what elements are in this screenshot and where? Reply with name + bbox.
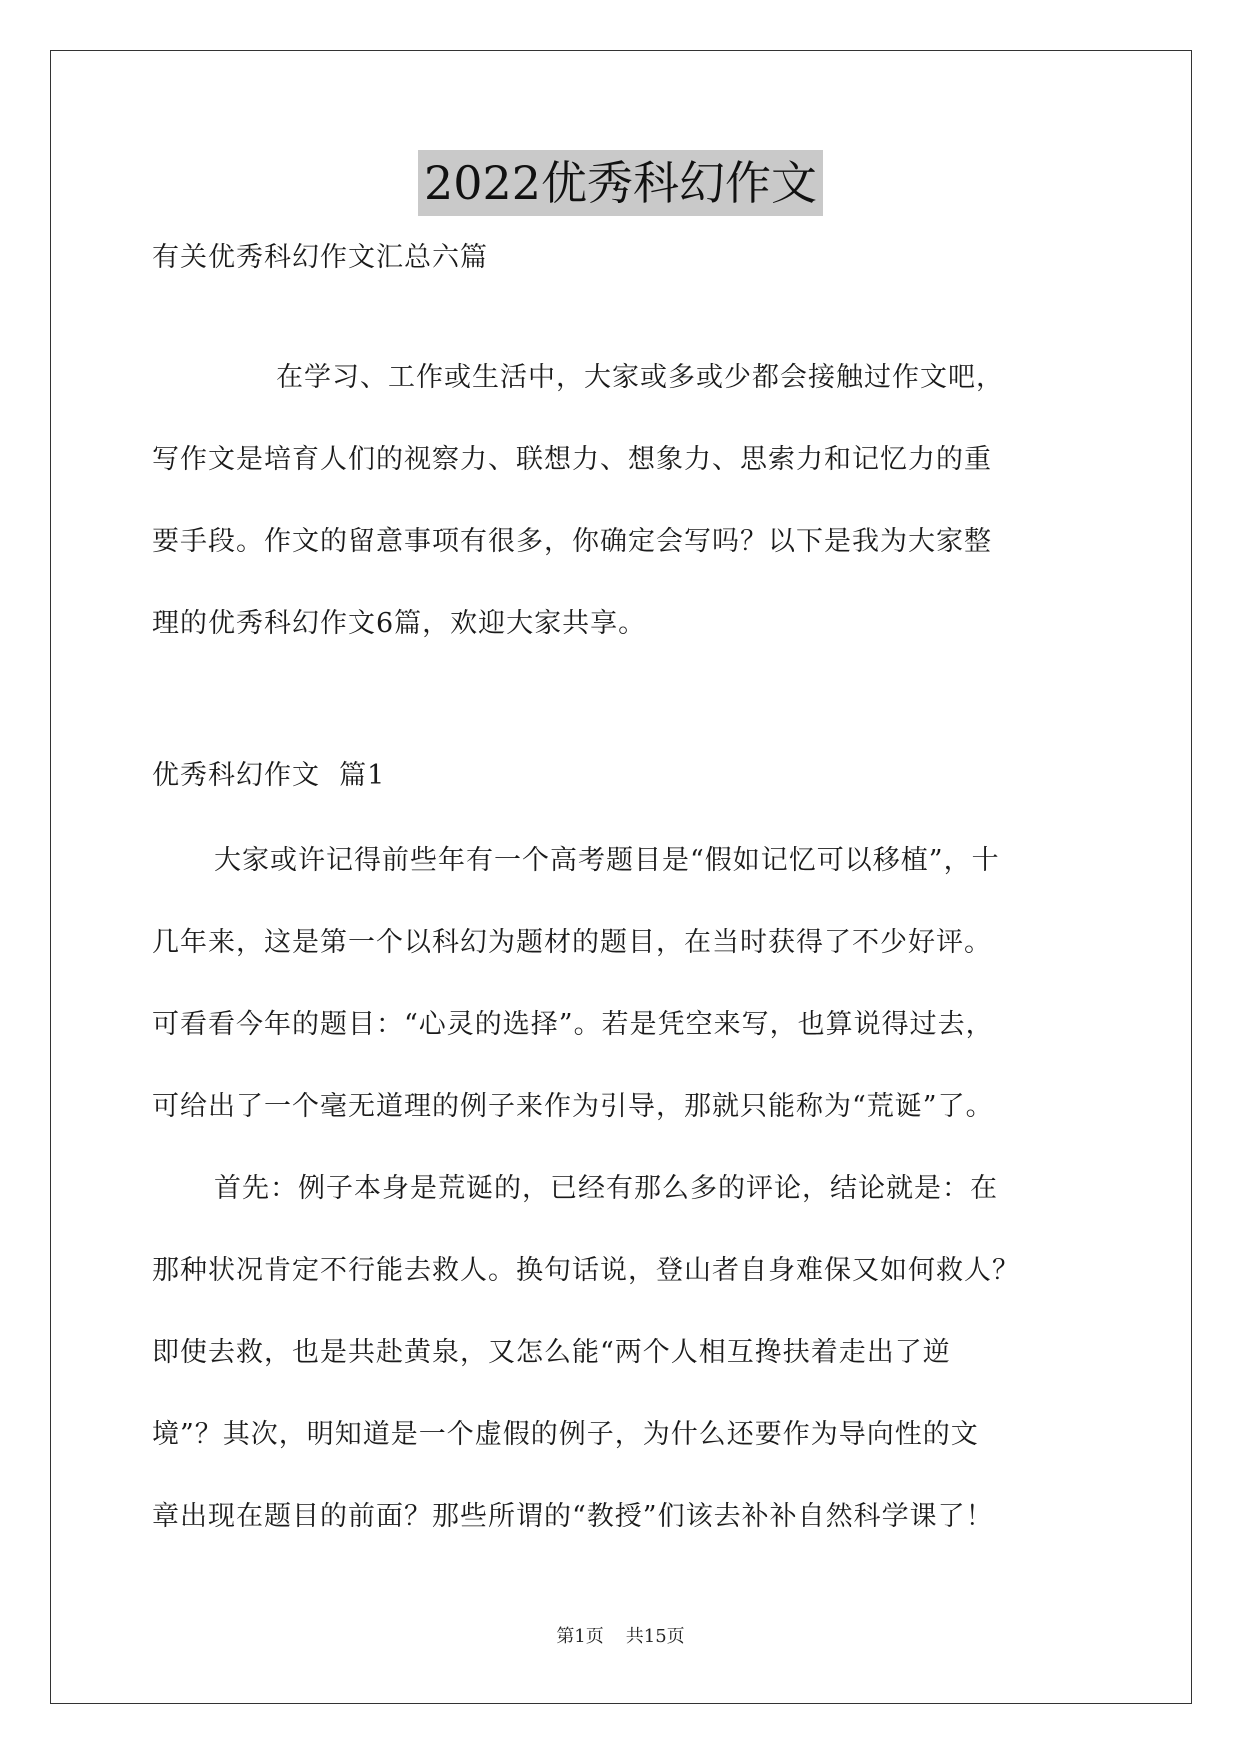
document-title-wrapper (0, 150, 1241, 216)
paragraph-line: 首先：例子本身是荒诞的，已经有那么多的评论，结论就是：在 (214, 1173, 998, 1204)
paragraph-line: 大家或许记得前些年有一个高考题目是“假如记忆可以移植”，十 (214, 845, 1000, 876)
body-paragraph-2 (152, 1148, 1102, 1558)
page-total: 共15页 (625, 1626, 685, 1647)
paragraph-line: 即使去救，也是共赴黄泉，又怎么能“两个人相互搀扶着走出了逆 (152, 1337, 951, 1368)
intro-paragraph (152, 337, 1102, 665)
page-number: 第1页 (556, 1626, 604, 1647)
intro-line: 要手段。作文的留意事项有很多，你确定会写吗？以下是我为大家整 (152, 526, 992, 557)
section-heading: 优秀科幻作文 篇1 (152, 760, 386, 791)
paragraph-line: 境”？其次，明知道是一个虚假的例子，为什么还要作为导向性的文 (152, 1419, 979, 1450)
body-paragraph-1 (152, 820, 1102, 1148)
document-title: 2022优秀科幻作文 (418, 150, 823, 216)
intro-line: 写作文是培育人们的视察力、联想力、想象力、思索力和记忆力的重 (152, 444, 992, 475)
document-subtitle: 有关优秀科幻作文汇总六篇 (152, 242, 488, 273)
paragraph-line: 可看看今年的题目：“心灵的选择”。若是凭空来写，也算说得过去， (152, 1009, 994, 1040)
paragraph-line: 那种状况肯定不行能去救人。换句话说，登山者自身难保又如何救人？ (152, 1255, 1020, 1286)
paragraph-line: 可给出了一个毫无道理的例子来作为引导，那就只能称为“荒诞”了。 (152, 1091, 994, 1122)
page-footer (0, 1622, 1241, 1648)
intro-line: 在学习、工作或生活中，大家或多或少都会接触过作文吧， (276, 362, 1004, 393)
paragraph-line: 几年来，这是第一个以科幻为题材的题目，在当时获得了不少好评。 (152, 927, 992, 958)
paragraph-line: 章出现在题目的前面？那些所谓的“教授”们该去补补自然科学课了！ (152, 1501, 994, 1532)
intro-line: 理的优秀科幻作文6篇，欢迎大家共享。 (152, 608, 647, 639)
